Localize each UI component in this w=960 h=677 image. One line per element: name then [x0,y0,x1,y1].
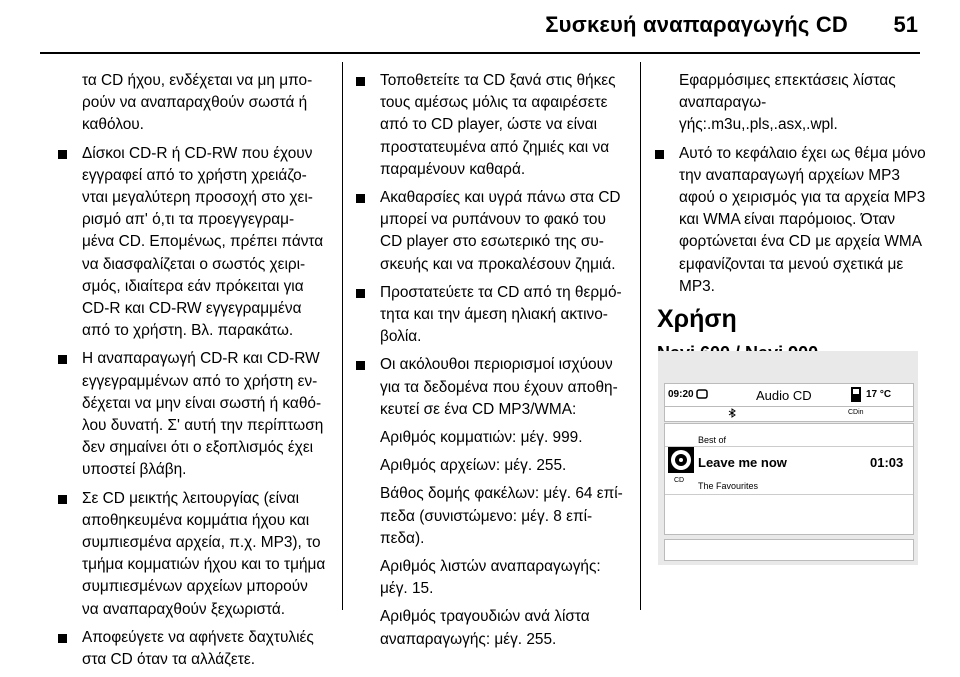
limit-item: Αριθμός αρχείων: μέγ. 255. [380,457,567,475]
bullet-text: Αποφεύγετε να αφήνετε δαχτυλιές στα CD όταν τα αλλάζετε. [82,628,314,669]
bullet-item [60,488,332,621]
bullet-square-icon [58,150,67,159]
page-title: Συσκευή αναπαραγωγής CD [545,12,848,37]
bullet-item [60,627,332,671]
bullet-text: Αυτό το κεφάλαιο έχει ως θέμα μόνο την αναπαραγωγή αρχείων MP3 αφού ο χειρισμός για τα αρχεία MP3 και WMA είναι παρόμοιος. Όταν φορτώνεται ένα CD με αρχεία WMA εμφανίζονται τα μενού σχετικά με MP3. [679,144,926,295]
list-item-label: Best of [698,435,727,445]
screen-title: Audio CD [756,388,812,403]
bullet-item [657,143,929,298]
list-item-label: The Favourites [698,481,759,491]
track-duration: 01:03 [870,455,904,470]
column-divider-2 [640,62,641,610]
column-1 [60,70,332,677]
bullet-item [60,348,332,481]
bullet-text: Τοποθετείτε τα CD ξανά στις θήκες τους αμέσως μόλις τα αφαιρέσετε από το CD player, ώστε να είναι προστατευμένα από ζημιές και να παραμένουν καθαρά. [380,72,616,178]
header-rule [40,52,920,54]
bullet-text: Σε CD μεικτής λειτουργίας (είναι αποθηκευμένα κομμάτια ήχου και συμπιεσμένα αρχεία, π.χ. MP3), το τμήμα κομματιών ήχου και το τμήμα συμπιεσμένων αρχείων μπορούν να αναπαραχθούν ξεχωριστά. [82,489,326,618]
limit-item: Βάθος δομής φακέλων: μέγ. 64 επί- πεδα (συνιστώμενο: μέγ. 8 επί- πεδα). [380,485,623,547]
navi-screen-figure [658,351,918,565]
screen-temperature: 17 °C [866,389,892,400]
column-3 [657,70,929,374]
column-2 [358,70,632,657]
bullet-item [60,143,332,343]
column-divider-1 [342,62,343,610]
limit-item: Αριθμός κομματιών: μέγ. 999. [380,429,583,447]
bullet-square-icon [58,355,67,364]
paragraph: Εφαρμόσιμες επεκτάσεις λίστας αναπαραγω- γής:.m3u,.pls,.asx,.wpl. [679,72,896,134]
screen-status-bar [664,406,914,422]
bullet-text: Η αναπαραγωγή CD-R και CD-RW εγγεγραμμένων από το χρήστη εν- δέχεται να μην είναι σωστή ή καθό- λου δυνατή. Σ' αυτή την περίπτωση δεν σημαίνει ότι ο εξοπλισμός έχει υποστεί βλάβη. [82,350,324,479]
bullet-square-icon [356,77,365,86]
cd-disc-icon [668,447,694,473]
bullet-square-icon [356,361,365,370]
bluetooth-icon [728,408,736,418]
bullet-square-icon [58,495,67,504]
bullet-text: Προστατεύετε τα CD από τη θερμό- τητα και την άμεση ηλιακή ακτινο- βολία. [380,283,622,346]
page-number: 51 [893,12,918,37]
cd-source-label: CD [674,477,685,484]
cdin-label: CDin [848,409,864,416]
bullet-text: Ακαθαρσίες και υγρά πάνω στα CD μπορεί να ρυπάνουν το φακό του CD player στο εσωτερικό της συ- σκευής και να προκαλέσουν ζημιά. [380,189,621,273]
bullet-text: Δίσκοι CD-R ή CD-RW που έχουν εγγραφεί από το χρήστη χρειάζο- νται μεγαλύτερη προσοχή στο χει- ρισμό απ' ό,τι τα προεγγεγραμ- μένα CD. Επομένως, πρέπει πάντα να διασφαλίζεται ο σωστός χειρι- σμός, ιδιαίτερα εάν πρόκειται για CD-R και CD-RW εγγεγραμμένα από το χρήστη. Βλ. παρακάτω. [82,144,324,340]
repeat-icon [696,388,708,400]
bullet-item [358,70,632,181]
limit-item: Αριθμός τραγουδιών ανά λίστα αναπαραγωγής: μέγ. 255. [380,608,590,648]
bullet-item [358,282,632,349]
phone-icon [850,387,862,402]
bullet-square-icon [356,194,365,203]
bullet-item [358,354,632,421]
track-title: Leave me now [698,455,787,470]
bullet-square-icon [655,150,664,159]
page-header [0,0,960,52]
paragraph: τα CD ήχου, ενδέχεται να μη μπο- ρούν να αναπαραχθούν σωστά ή καθόλου. [82,72,313,134]
bullet-text: Οι ακόλουθοι περιορισμοί ισχύουν για τα δεδομένα που έχουν αποθη- κευτεί σε ένα CD MP3/WMA: [380,356,618,418]
bullet-item [358,187,632,276]
screen-time: 09:20 [668,389,694,400]
limit-item: Αριθμός λιστών αναπαραγωγής: μέγ. 15. [380,558,601,598]
bullet-square-icon [356,289,365,298]
section-heading: Χρήση [657,305,737,334]
screen-footer [664,539,914,561]
